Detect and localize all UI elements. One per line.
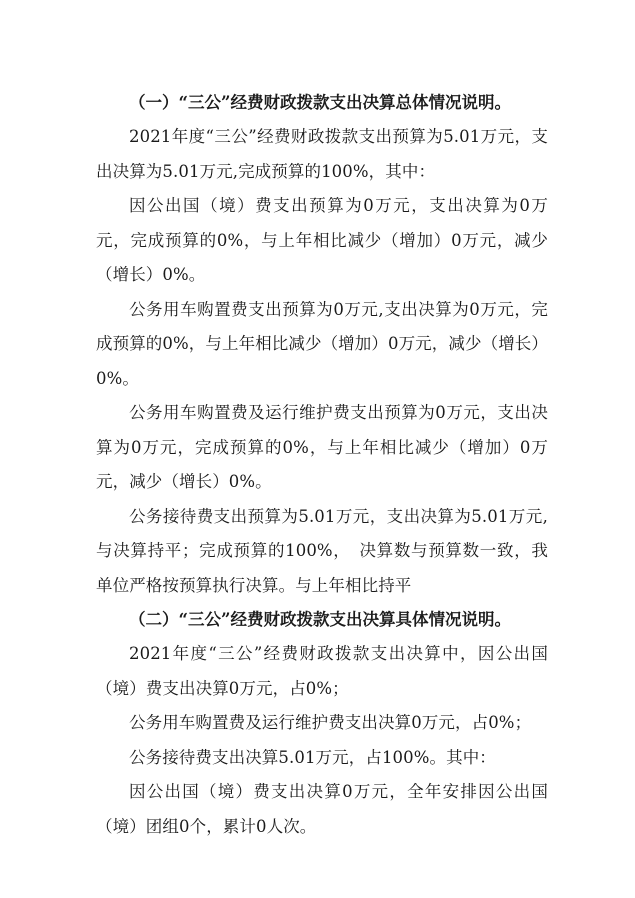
section-2-paragraph-3: 公务接待费支出决算5.01万元，占100%。其中： <box>129 747 496 767</box>
section-1-paragraph-1: 2021年度“三公”经费财政拨款支出预算为5.01万元，支出决算为5.01万元,完成预算的100%，其中： <box>96 127 548 181</box>
document-page <box>96 86 548 844</box>
section-2-paragraph-2: 公务用车购置费及运行维护费支出决算0万元，占0%； <box>129 713 532 732</box>
section-1-paragraph-4: 公务用车购置费及运行维护费支出预算为0万元，支出决算为0万元，完成预算的0%，与上年相比减少（增加）0万元，减少（增长）0%。 <box>96 403 548 491</box>
section-2-paragraph-1: 2021年度“三公”经费财政拨款支出决算中，因公出国（境）费支出决算0万元，占0%； <box>96 644 548 698</box>
section-1-paragraph-3: 公务用车购置费支出预算为0万元,支出决算为0万元，完成预算的0%，与上年相比减少（增加）0万元，减少（增长）0%。 <box>96 299 548 388</box>
section-2-heading: （二）“三公”经费财政拨款支出决算具体情况说明。 <box>129 610 511 629</box>
section-2-paragraph-4: 因公出国（境）费支出决算0万元，全年安排因公出国（境）团组0个，累计0人次。 <box>96 782 548 836</box>
section-1-paragraph-2: 因公出国（境）费支出预算为0万元，支出决算为0万元，完成预算的0%，与上年相比减少（增加）0万元，减少（增长）0%。 <box>96 196 548 284</box>
section-1-heading: （一）“三公”经费财政拨款支出决算总体情况说明。 <box>129 93 511 112</box>
section-1-paragraph-5: 公务接待费支出预算为5.01万元，支出决算为5.01万元,与决算持平；完成预算的100%， 决算数与预算数一致，我单位严格按预算执行决算。与上年相比持平 <box>96 506 548 595</box>
